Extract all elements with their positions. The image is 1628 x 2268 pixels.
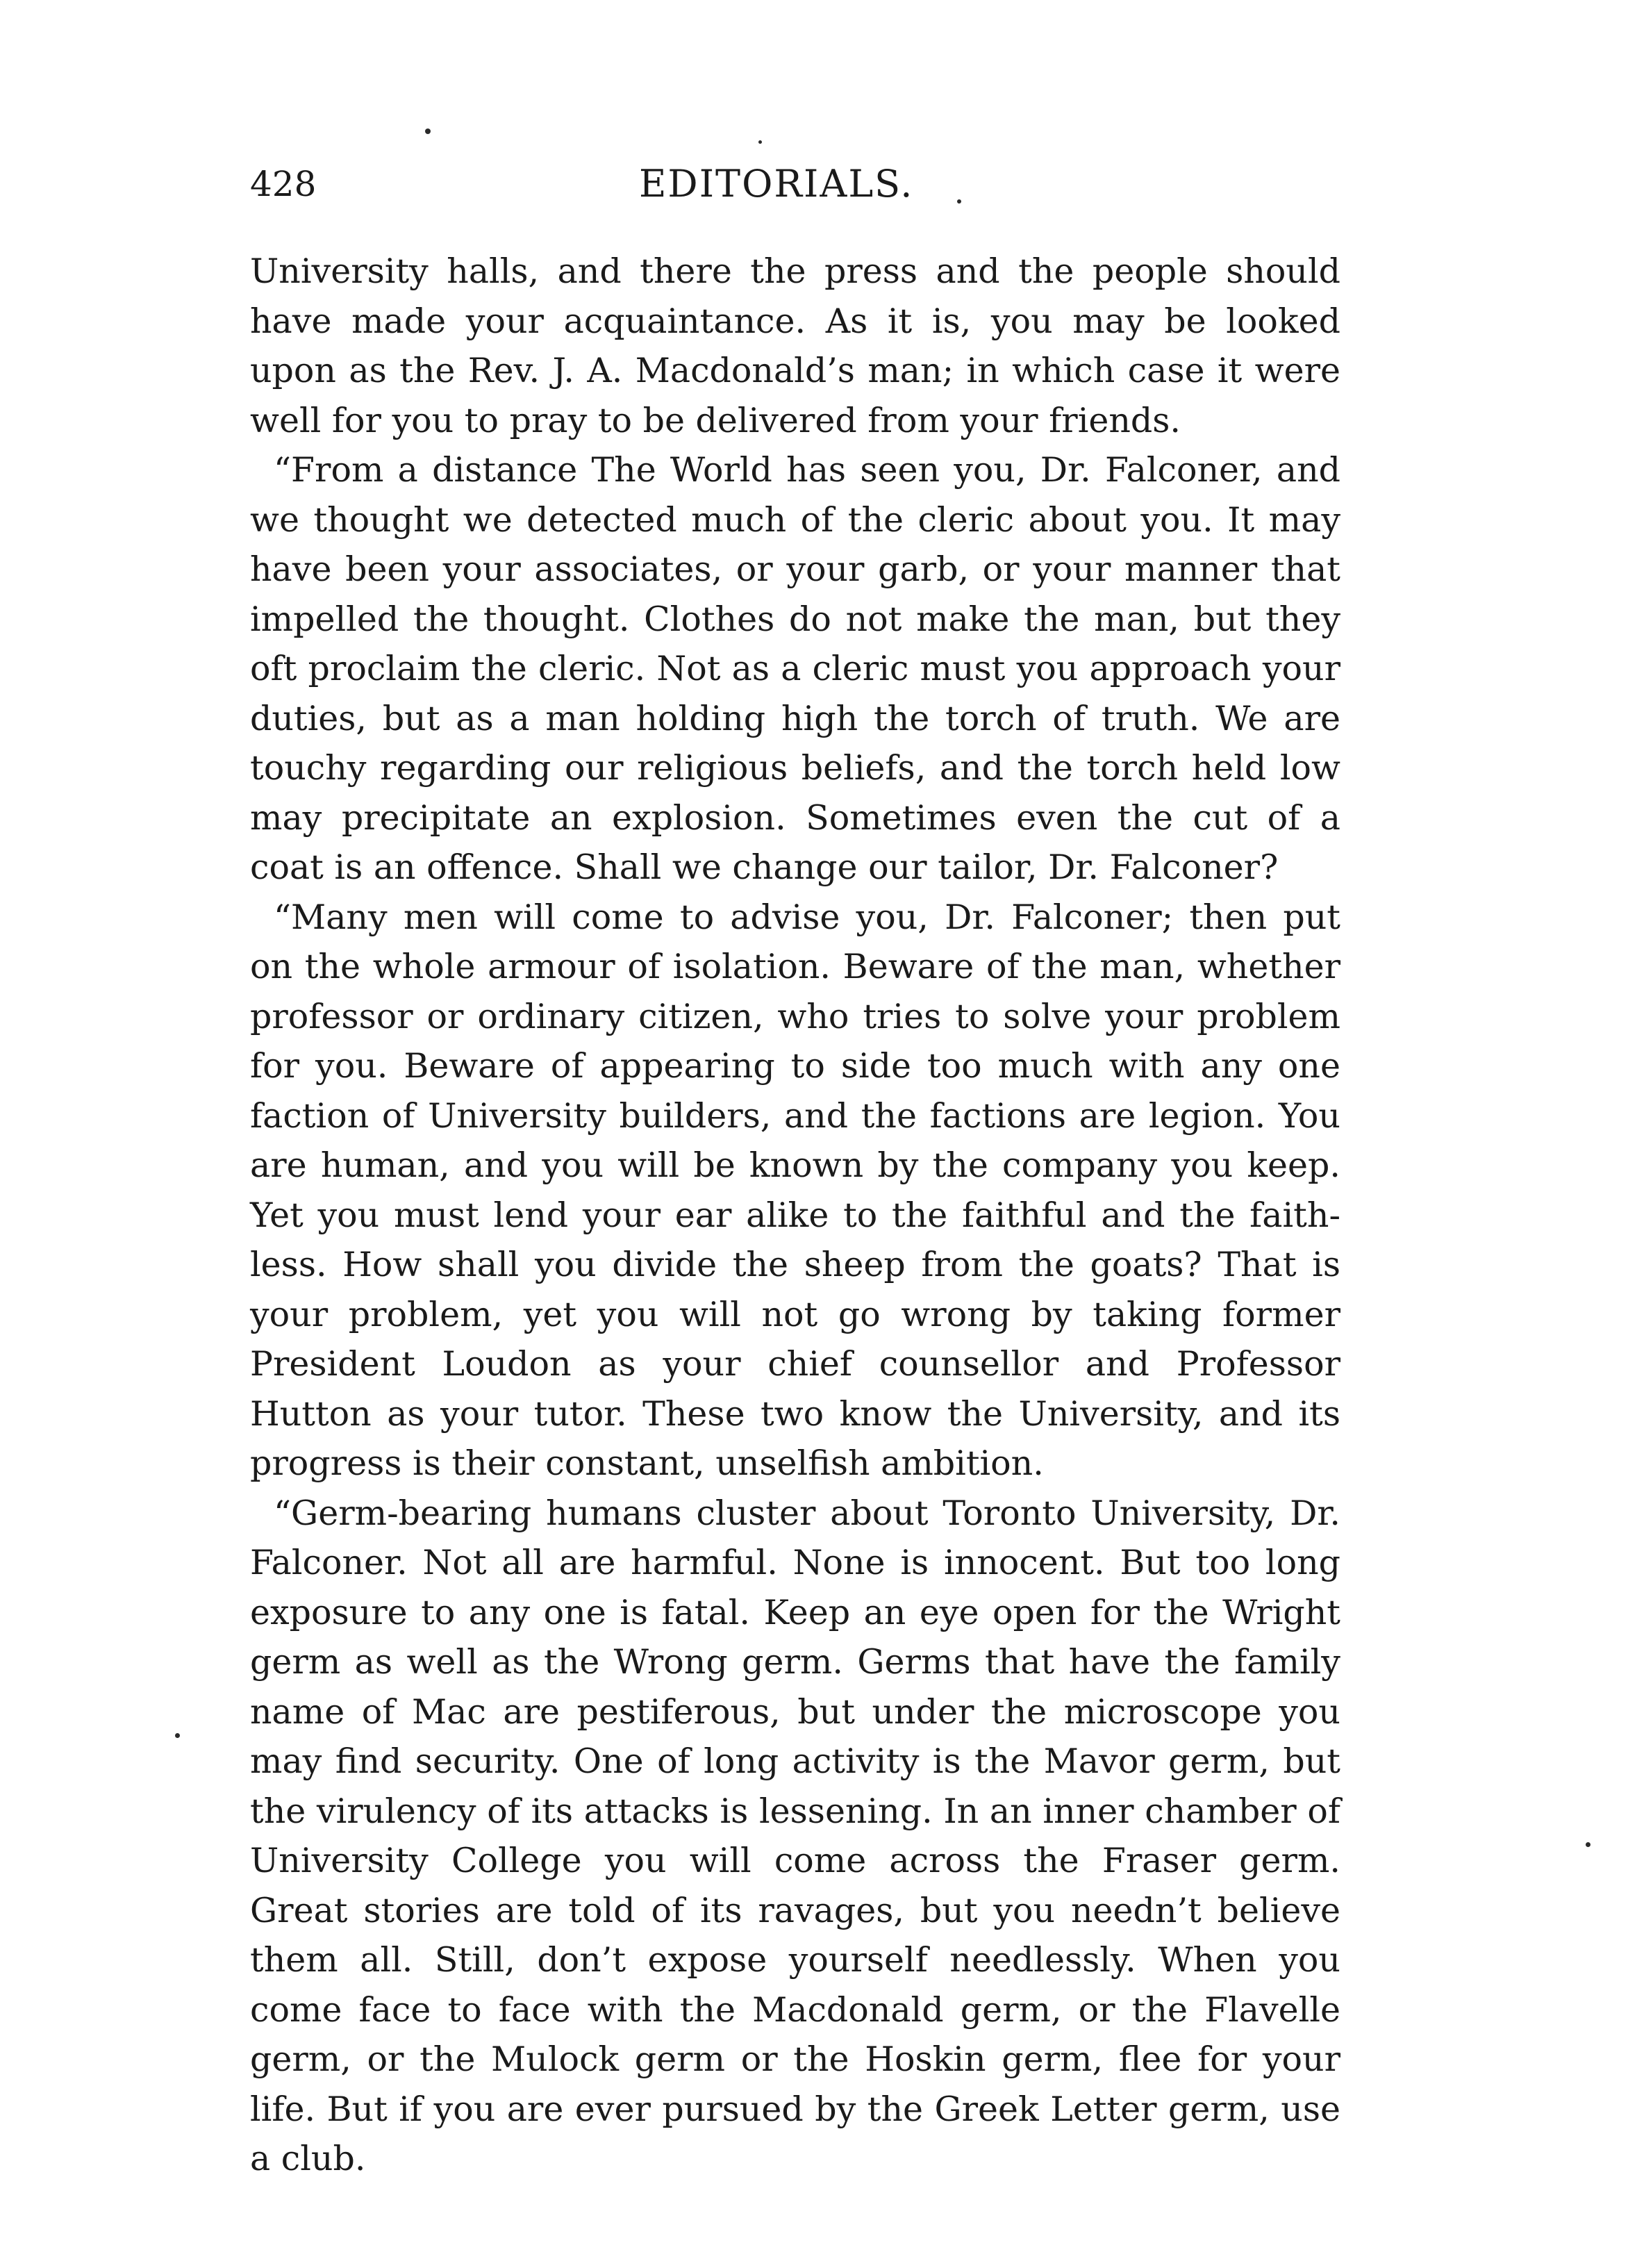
page-header: [250, 156, 1361, 212]
scan-speck: [1586, 1842, 1590, 1847]
paragraph: “From a distance The World has seen you, Dr. Falconer, and we thought we detected much of the cleric about you. It may have been your associates, or your garb, or your manner that impelled the thought. Clothes do not make the man, but they oft proclaim the cleric. Not as a cleric must you approach your duties, but as a man holding high the torch of truth. We are touchy regarding our religious beliefs, and the torch held low may precipitate an explosion. Sometimes even the cut of a coat is an offence. Shall we change our tailor, Dr. Falconer?: [250, 450, 1340, 887]
editorial-body: [250, 247, 1340, 2184]
paragraph: University halls, and there the press and the people should have made your acquaintance. As it is, you may be looked upon as the Rev. J. A. Macdonald’s man; in which case it were well for you to pray to be delivered from your friends.: [250, 251, 1340, 440]
paragraph: “Many men will come to advise you, Dr. Falconer; then put on the whole armour of isolation. Beware of the man, whether professor or ordinary citizen, who tries to solve your problem for you. Beware of appearing to side too much with any one faction of University builders, and the factions are legion. You are human, and you will be known by the company you keep. Yet you must lend your ear alike to the faithful and the faithless. How shall you divide the sheep from the goats? That is your problem, yet you will not go wrong by taking former President Loudon as your chief counsellor and Professor Hutton as your tutor. These two know the University, and its progress is their constant, unselfish ambition.: [250, 897, 1340, 1483]
running-head: EDITORIALS.: [639, 162, 914, 206]
scan-speck: [175, 1733, 180, 1738]
scan-speck: [425, 129, 431, 134]
paragraph: “Germ-bearing humans cluster about Toronto University, Dr. Falconer. Not all are harmful. None is innocent. But too long exposure to any one is fatal. Keep an eye open for the Wright germ as well as the Wrong germ. Germs that have the family name of Mac are pestiferous, but under the microscope you may find security. One of long activity is the Mavor germ, but the virulency of its attacks is lessening. In an inner chamber of University College you will come across the Fraser germ. Great stories are told of its ravages, but you needn’t believe them all. Still, don’t expose yourself needlessly. When you come face to face with the Macdonald germ, or the Flavelle germ, or the Mulock germ or the Hoskin germ, flee for your life. But if you are ever pursued by the Greek Letter germ, use a club.: [250, 1493, 1340, 2178]
scan-speck: [758, 140, 762, 144]
page-number: 428: [250, 164, 317, 204]
